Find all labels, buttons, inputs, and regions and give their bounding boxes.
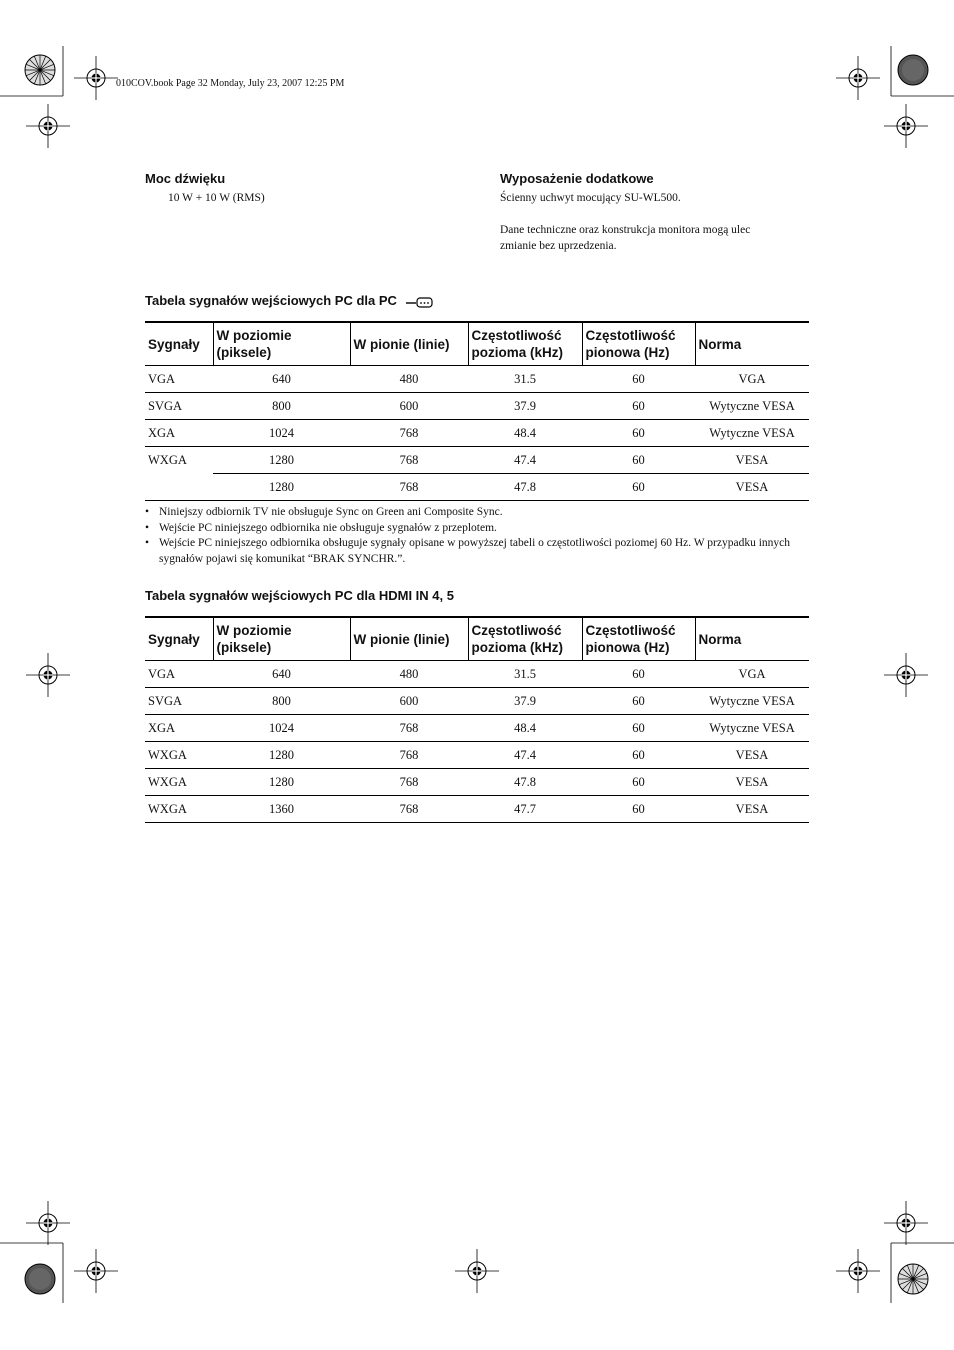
horizontal-frequency: 47.7 bbox=[468, 796, 582, 823]
note-item: • Wejście PC niniejszego odbiornika nie obsługuje sygnałów z przeplotem. bbox=[145, 521, 805, 537]
standard: VESA bbox=[695, 742, 809, 769]
vertical-lines: 600 bbox=[350, 393, 468, 420]
column-header: W poziomie (piksele) bbox=[213, 322, 350, 366]
standard: VESA bbox=[695, 769, 809, 796]
table-row bbox=[145, 366, 809, 393]
table-row bbox=[145, 715, 809, 742]
vertical-lines: 600 bbox=[350, 688, 468, 715]
vertical-lines: 768 bbox=[350, 769, 468, 796]
horizontal-pixels: 1280 bbox=[213, 769, 350, 796]
signal-name: WXGA bbox=[148, 452, 187, 467]
horizontal-frequency: 37.9 bbox=[468, 688, 582, 715]
horizontal-frequency: 47.4 bbox=[468, 742, 582, 769]
horizontal-pixels: 1024 bbox=[213, 715, 350, 742]
horizontal-pixels: 800 bbox=[213, 688, 350, 715]
standard: Wytyczne VESA bbox=[695, 420, 809, 447]
column-header: W pionie (linie) bbox=[350, 322, 468, 366]
table-pc-title-text: Tabela sygnałów wejściowych PC dla PC bbox=[145, 293, 397, 308]
vertical-frequency: 60 bbox=[582, 769, 695, 796]
table-pc-title bbox=[145, 293, 435, 309]
column-header: Częstotliwość pionowa (Hz) bbox=[582, 322, 695, 366]
table-pc bbox=[145, 321, 809, 501]
vertical-frequency: 60 bbox=[582, 420, 695, 447]
horizontal-frequency: 47.8 bbox=[468, 474, 582, 501]
vertical-frequency: 60 bbox=[582, 715, 695, 742]
vertical-frequency: 60 bbox=[582, 742, 695, 769]
standard: Wytyczne VESA bbox=[695, 715, 809, 742]
standard: VESA bbox=[695, 474, 809, 501]
horizontal-pixels: 640 bbox=[213, 661, 350, 688]
vertical-lines: 768 bbox=[350, 796, 468, 823]
vertical-frequency: 60 bbox=[582, 474, 695, 501]
signal-name bbox=[145, 474, 213, 501]
signal-name: VGA bbox=[145, 661, 213, 688]
signal-name: VGA bbox=[145, 366, 213, 393]
horizontal-pixels: 800 bbox=[213, 393, 350, 420]
table-header-row bbox=[145, 617, 809, 661]
table-row bbox=[145, 688, 809, 715]
vertical-lines: 768 bbox=[350, 447, 468, 474]
table-row bbox=[145, 661, 809, 688]
vertical-lines: 480 bbox=[350, 661, 468, 688]
column-header: Sygnały bbox=[145, 322, 213, 366]
column-header: Sygnały bbox=[145, 617, 213, 661]
pc-input-icon bbox=[405, 295, 435, 309]
signal-name: SVGA bbox=[145, 688, 213, 715]
column-header: Norma bbox=[695, 617, 809, 661]
column-header: W poziomie (piksele) bbox=[213, 617, 350, 661]
accessories-item: Ścienny uchwyt mocujący SU-WL500. bbox=[500, 192, 681, 204]
sound-power-heading: Moc dźwięku bbox=[145, 171, 226, 186]
horizontal-pixels: 1280 bbox=[213, 474, 350, 501]
standard: Wytyczne VESA bbox=[695, 688, 809, 715]
sound-power-value: 10 W + 10 W (RMS) bbox=[168, 192, 265, 204]
horizontal-frequency: 48.4 bbox=[468, 420, 582, 447]
signal-name: XGA bbox=[145, 715, 213, 742]
standard: VGA bbox=[695, 661, 809, 688]
standard: VGA bbox=[695, 366, 809, 393]
vertical-frequency: 60 bbox=[582, 661, 695, 688]
horizontal-frequency: 31.5 bbox=[468, 366, 582, 393]
table-hdmi-title: Tabela sygnałów wejściowych PC dla HDMI IN 4, 5 bbox=[145, 588, 454, 603]
column-header: Częstotliwość pozioma (kHz) bbox=[468, 322, 582, 366]
horizontal-frequency: 31.5 bbox=[468, 661, 582, 688]
table-header-row bbox=[145, 322, 809, 366]
spec-change-note-line1: Dane techniczne oraz konstrukcja monitora mogą ulec bbox=[500, 224, 751, 236]
horizontal-pixels: 1280 bbox=[213, 742, 350, 769]
note-item: • Wejście PC niniejszego odbiornika obsługuje sygnały opisane w powyższej tabeli o częstotliwości poziomej 60 Hz. W przypadku innych sygnałów pojawi się komunikat “BRAK SYNCHR.”. bbox=[145, 536, 805, 567]
column-header: W pionie (linie) bbox=[350, 617, 468, 661]
standard: VESA bbox=[695, 796, 809, 823]
table-row bbox=[145, 420, 809, 447]
column-header: Częstotliwość pozioma (kHz) bbox=[468, 617, 582, 661]
horizontal-pixels: 1280 bbox=[213, 447, 350, 474]
table-row bbox=[145, 769, 809, 796]
signal-name: WXGA bbox=[145, 796, 213, 823]
horizontal-frequency: 48.4 bbox=[468, 715, 582, 742]
table-row bbox=[145, 474, 809, 501]
horizontal-frequency: 47.8 bbox=[468, 769, 582, 796]
column-header: Częstotliwość pionowa (Hz) bbox=[582, 617, 695, 661]
print-slug: 010COV.book Page 32 Monday, July 23, 2007 12:25 PM bbox=[116, 78, 345, 89]
table-row bbox=[145, 447, 809, 474]
standard: Wytyczne VESA bbox=[695, 393, 809, 420]
standard: VESA bbox=[695, 447, 809, 474]
accessories-heading: Wyposażenie dodatkowe bbox=[500, 171, 654, 186]
table-row bbox=[145, 393, 809, 420]
notes-list bbox=[145, 505, 805, 567]
horizontal-pixels: 640 bbox=[213, 366, 350, 393]
table-row bbox=[145, 742, 809, 769]
horizontal-frequency: 47.4 bbox=[468, 447, 582, 474]
vertical-frequency: 60 bbox=[582, 393, 695, 420]
horizontal-pixels: 1360 bbox=[213, 796, 350, 823]
vertical-lines: 768 bbox=[350, 420, 468, 447]
signal-name: WXGA bbox=[145, 742, 213, 769]
horizontal-pixels: 1024 bbox=[213, 420, 350, 447]
vertical-lines: 768 bbox=[350, 715, 468, 742]
vertical-lines: 480 bbox=[350, 366, 468, 393]
vertical-frequency: 60 bbox=[582, 688, 695, 715]
vertical-frequency: 60 bbox=[582, 796, 695, 823]
spec-change-note-line2: zmianie bez uprzedzenia. bbox=[500, 240, 617, 252]
table-hdmi bbox=[145, 616, 809, 823]
signal-name: WXGA bbox=[145, 769, 213, 796]
vertical-lines: 768 bbox=[350, 474, 468, 501]
horizontal-frequency: 37.9 bbox=[468, 393, 582, 420]
table-row bbox=[145, 796, 809, 823]
vertical-frequency: 60 bbox=[582, 447, 695, 474]
signal-name: SVGA bbox=[145, 393, 213, 420]
column-header: Norma bbox=[695, 322, 809, 366]
note-item: • Niniejszy odbiornik TV nie obsługuje Sync on Green ani Composite Sync. bbox=[145, 505, 805, 521]
signal-name: XGA bbox=[145, 420, 213, 447]
vertical-frequency: 60 bbox=[582, 366, 695, 393]
vertical-lines: 768 bbox=[350, 742, 468, 769]
